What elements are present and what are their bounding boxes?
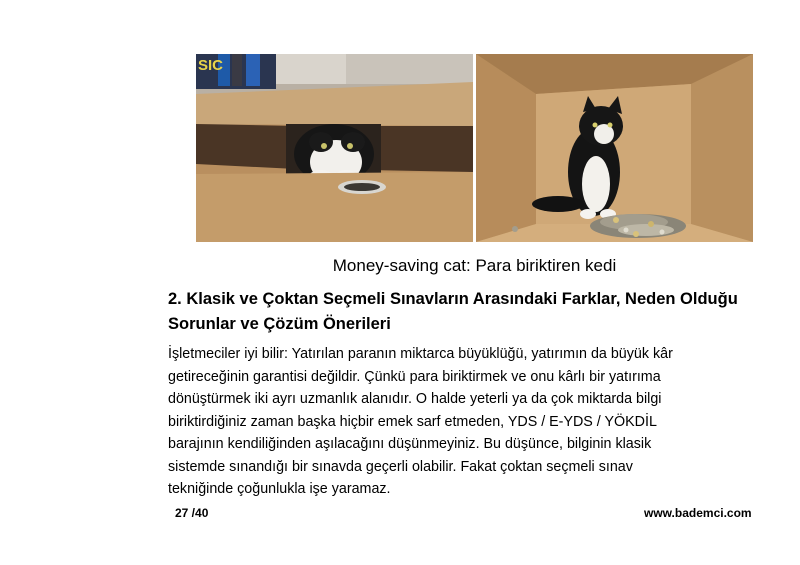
page-number: 27 /40 bbox=[175, 506, 209, 520]
paragraph-line: biriktirdiğiniz zaman başka hiçbir emek sarf etmeden, YDS / E-YDS / YÖKDİL bbox=[168, 413, 657, 430]
section-heading bbox=[168, 287, 768, 337]
paragraph-line: tekniğinde çoğunlukla işe yaramaz. bbox=[168, 481, 391, 497]
paragraph-line: dönüştürmek iki ayrı uzmanlık alanıdır. O halde yeterli ya da çok miktarda bilgi bbox=[168, 391, 662, 407]
cat-in-box-photo bbox=[196, 54, 473, 242]
left-photo-text: SIC bbox=[198, 57, 224, 74]
website-link[interactable]: www.bademci.com bbox=[644, 506, 752, 520]
section-heading-line-2: Sorunlar ve Çözüm Önerileri bbox=[168, 315, 391, 333]
paragraph-line: İşletmeciler iyi bilir: Yatırılan paranın miktarca büyüklüğü, yatırımın da büyük kâr bbox=[168, 346, 673, 362]
paragraph-line: sistemde sınandığı bir sınavda geçerli olabilir. Fakat çoktan seçmeli sınav bbox=[168, 458, 633, 475]
figure-caption: Money-saving cat: Para biriktiren kedi bbox=[332, 256, 617, 275]
paragraph-line: barajının kendiliğinden aşılacağını düşünmeyiniz. Bu düşünce, bilginin klasik bbox=[168, 436, 652, 452]
paragraph-line: getireceğinin garantisi değildir. Çünkü para biriktirmek ve onu kârlı bir yatırıma bbox=[168, 368, 661, 385]
section-heading-line-1: 2. Klasik ve Çoktan Seçmeli Sınavların Arasındaki Farklar, Neden Olduğu bbox=[168, 290, 738, 308]
section-paragraph bbox=[168, 343, 758, 501]
cat-with-coins-photo bbox=[476, 54, 753, 242]
